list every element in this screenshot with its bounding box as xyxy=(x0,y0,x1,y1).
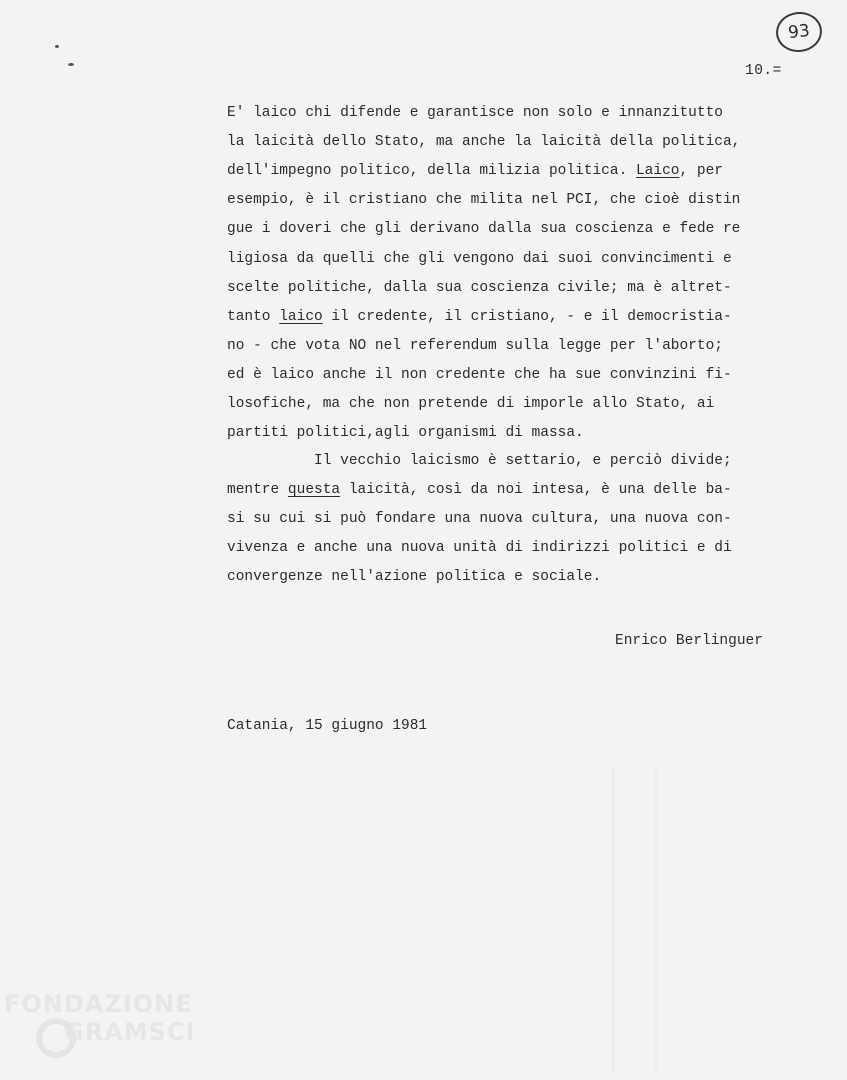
text-line xyxy=(227,365,732,385)
underlined-word: laico xyxy=(279,308,323,325)
text-segment: vivenza e anche una nuova unità di indirizzi politici e di xyxy=(227,540,732,557)
ink-speck xyxy=(55,45,59,48)
text-line xyxy=(227,190,740,210)
signature: Enrico Berlinguer xyxy=(615,633,763,649)
text-segment: scelte politiche, dalla sua coscienza civile; ma è altret- xyxy=(227,279,732,296)
text-segment: dell'impegno politico, della milizia politica. xyxy=(227,163,636,180)
archive-number-stamp: 93 xyxy=(774,10,824,55)
text-segment: ligiosa da quelli che gli vengono dai suoi convincimenti e xyxy=(227,250,732,267)
text-segment: si su cui si può fondare una nuova cultura, una nuova con- xyxy=(227,511,732,528)
text-segment: losofiche, ma che non pretende di imporle allo Stato, ai xyxy=(227,396,715,412)
watermark-emblem-icon xyxy=(36,1018,76,1058)
text-line xyxy=(227,278,732,298)
text-line xyxy=(227,567,601,587)
bleed-through-mark xyxy=(612,770,658,1070)
ink-speck xyxy=(68,63,74,66)
text-line xyxy=(227,132,740,152)
page-number: 10.= xyxy=(745,63,782,79)
text-line xyxy=(227,219,740,239)
underlined-word: questa xyxy=(287,482,341,499)
text-line xyxy=(227,538,732,558)
text-segment: esempio, è il cristiano che milita nel PCI, che cioè distin xyxy=(227,192,741,209)
text-segment: tanto xyxy=(227,308,280,325)
text-segment: laicità, così da noi intesa, è una delle ba- xyxy=(340,482,732,499)
text-line xyxy=(227,249,732,269)
text-line xyxy=(227,161,723,181)
text-line xyxy=(227,423,584,443)
underlined-word: Laico xyxy=(635,163,680,180)
place-date: Catania, 15 giugno 1981 xyxy=(227,718,428,734)
text-segment: partiti politici,agli organismi di massa. xyxy=(227,425,584,442)
text-line xyxy=(227,509,732,529)
text-segment: la laicità dello Stato, ma anche la laicità della politica, xyxy=(227,134,741,151)
text-line xyxy=(227,480,732,500)
text-segment: ed è laico anche il non credente che ha sue convinzini fi- xyxy=(227,366,732,383)
text-segment: no - che vota NO nel referendum sulla legge per l'aborto; xyxy=(227,337,723,354)
text-line xyxy=(227,307,732,327)
text-line xyxy=(227,103,723,123)
text-segment: mentre xyxy=(227,482,288,499)
text-line xyxy=(227,394,714,414)
text-segment: , per xyxy=(679,163,723,180)
text-line xyxy=(227,336,723,356)
text-segment: convergenze nell'azione politica e sociale. xyxy=(227,569,602,586)
text-segment: il credente, il cristiano, - e il democristia- xyxy=(322,308,732,325)
text-line xyxy=(227,451,732,471)
text-segment: Il vecchio laicismo è settario, e perciò divide; xyxy=(227,453,732,469)
text-segment: E' laico chi difende e garantisce non solo e innanzitutto xyxy=(227,105,723,121)
text-segment: gue i doveri che gli derivano dalla sua coscienza e fede re xyxy=(227,221,741,238)
watermark-logo: FONDAZIONE GRAMSCI xyxy=(4,990,196,1046)
